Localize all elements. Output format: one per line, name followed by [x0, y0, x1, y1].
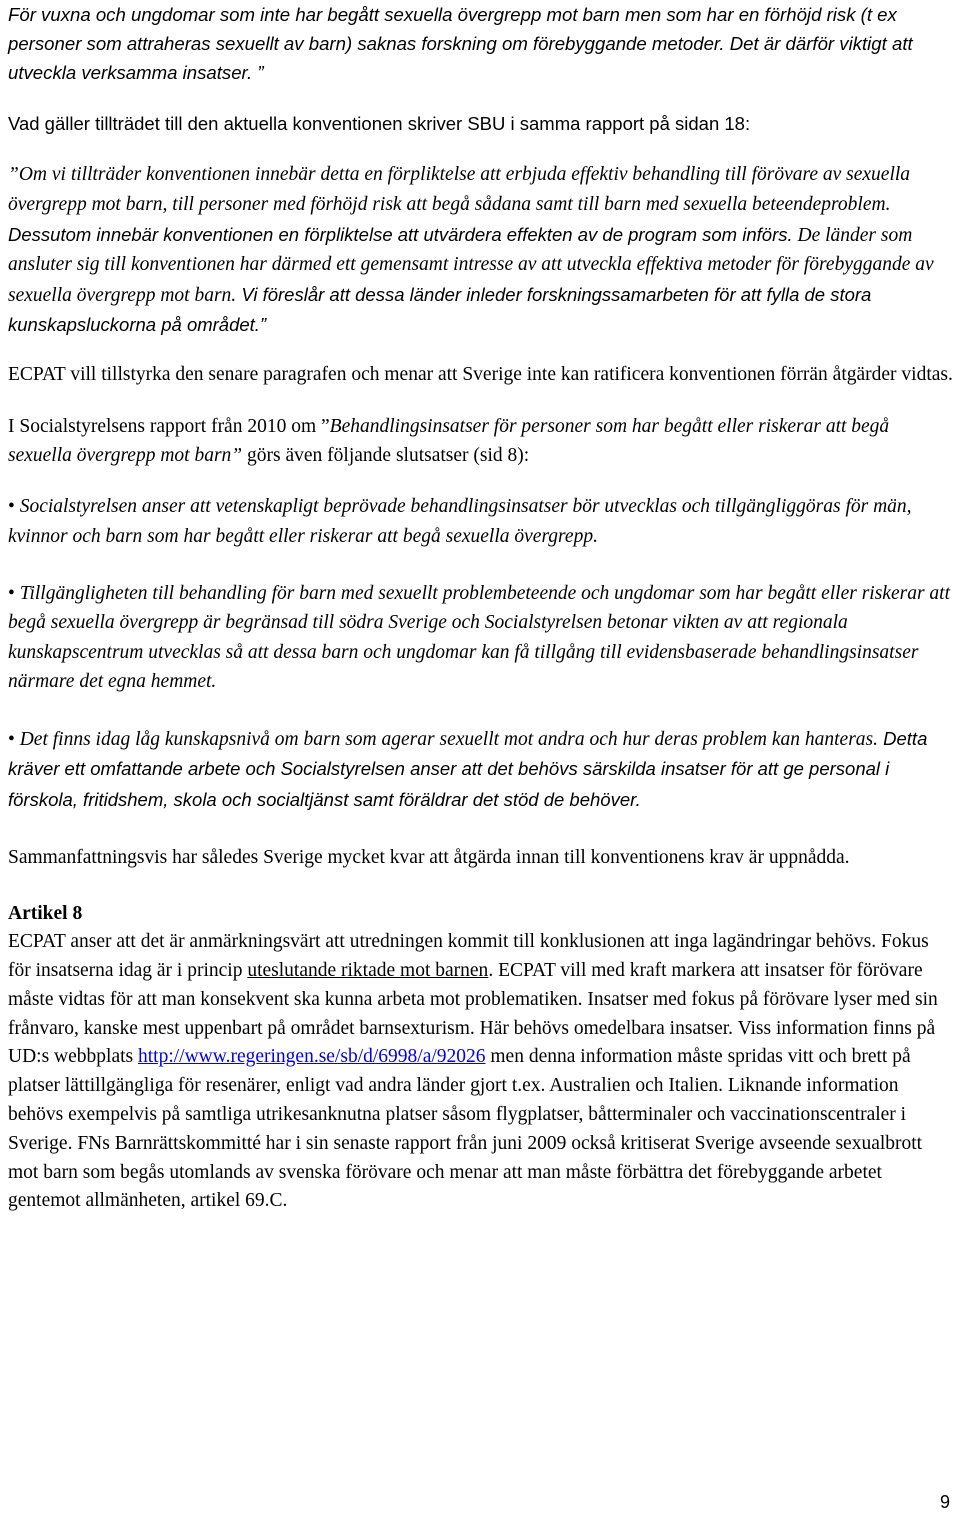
bullet-item-1: [8, 492, 956, 551]
article-8-heading: Artikel 8: [8, 903, 83, 925]
paragraph-socialstyrelsen-report: [8, 412, 956, 471]
article-8-text-2: . ECPAT vill med kraft markera att insatser för förövare måste vidtas för att man konsekvent ska kunna arbeta mot problematiken. Insatser med fokus på förövare lyser med sin frånvaro, kanske mest uppenbart på området barnsexturism. Här behövs omedelbara insatser. Viss information finns på UD:s webbplats: [8, 960, 938, 1068]
quote-part-1: ”Om vi tillträder konventionen innebär detta en förpliktelse att erbjuda effektiv behandling till förövare av sexuella övergrepp mot barn, till personer med förhöjd risk att begå sådana samt till barn med sexuella beteendeproblem.: [8, 164, 911, 216]
article-8-text-3: men denna information måste spridas vitt och brett på platser lättillgängliga för resenärer, enligt vad andra länder gjort t.ex. Australien och Italien. Liknande information behövs exempelvis på samtliga utrikesanknutna platser såsom flygplatser, båtterminaler och vaccinationscentraler i Sverige. FNs Barnrättskommitté har i sin senaste rapport från juni 2009 också kritiserat Sverige avseende sexualbrott mot barn som begås utomlands av svenska förövare och menar att man måste förbättra det förebyggande arbetet gentemot allmänheten, artikel 69.C.: [8, 1046, 923, 1212]
document-page: [8, 0, 956, 1216]
report-title: Behandlingsinsatser för personer som har begått eller riskerar att begå sexuella övergrepp mot barn”: [8, 415, 890, 467]
bullet-text-continued: Detta kräver ett omfattande arbete och Socialstyrelsen anser att det behövs särskilda insatser för att ge personal i förskola, fritidshem, skola och socialtjänst samt föräldrar det stöd de behöver.: [8, 728, 928, 810]
page-number: 9: [939, 1492, 950, 1512]
bullet-item-3: [8, 724, 956, 815]
bullet-marker: •: [8, 582, 20, 604]
underlined-phrase: uteslutande riktade mot barnen: [247, 960, 489, 982]
bullet-text: Det finns idag låg kunskapsnivå om barn som agerar sexuellt mot andra och hur deras problem kan hanteras.: [19, 729, 878, 751]
paragraph-summary: Sammanfattningsvis har således Sverige mycket kvar att åtgärda innan till konventionens krav är uppnådda.: [8, 847, 850, 868]
bullet-marker: •: [8, 729, 20, 751]
bullet-text: Tillgängligheten till behandling för barn med sexuellt problembeteende och ungdomar som har begått eller riskerar att begå sexuella övergrepp är begränsad till södra Sverige och Socialstyrelsen betonar vikten av att regionala kunskapscentrum utvecklas så att dessa barn och ungdomar kan få tillgång till evidensbaserade behandlingsinsatser närmare det egna hemmet.: [8, 582, 950, 692]
bullet-text: Socialstyrelsen anser att vetenskapligt beprövade behandlingsinsatser bör utvecklas och tillgängliggöras för män, kvinnor och barn som har begått eller riskerar att begå sexuella övergrepp.: [8, 496, 912, 547]
bullet-marker: •: [8, 496, 20, 518]
bullet-item-2: [8, 579, 956, 696]
paragraph-intro: För vuxna och ungdomar som inte har begått sexuella övergrepp mot barn men som har en förhöjd risk (t ex personer som attraheras sexuellt av barn) saknas forskning om förebyggande metoder. Det är därför viktigt att utveckla verksamma insatser. ”: [8, 4, 913, 83]
quote-part-4: Vi föreslår att dessa länder inleder forskningssamarbeten för att fylla de stora kunskapsluckorna på området.”: [8, 283, 872, 336]
article-8-text-1: ECPAT anser att det är anmärkningsvärt att utredningen kommit till konklusionen att inga lagändringar behövs. Fokus för insatserna idag är i princip: [8, 931, 929, 982]
ud-website-link[interactable]: http://www.regeringen.se/sb/d/6998/a/92026: [138, 1046, 486, 1068]
quote-sbu: [8, 160, 956, 340]
quote-part-2: Dessutom innebär konventionen en förpliktelse att utvärdera effekten av de program som införs.: [8, 223, 793, 245]
report-outro: görs även följande slutsatser (sid 8):: [242, 445, 530, 467]
article-8-body: [8, 928, 956, 1216]
paragraph-sbu-accession: Vad gäller tillträdet till den aktuella konventionen skriver SBU i samma rapport på sidan 18:: [8, 113, 751, 134]
report-intro: I Socialstyrelsens rapport från 2010 om ”: [8, 415, 330, 437]
paragraph-ecpat-support: ECPAT vill tillstyrka den senare paragrafen och menar att Sverige inte kan ratificera konventionen förrän åtgärder vidtas.: [8, 364, 953, 386]
quote-part-3: De länder som ansluter sig till konventionen har därmed ett gemensamt intresse av att utveckla effektiva metoder för förebyggande av sexuella övergrepp mot barn.: [8, 224, 934, 306]
